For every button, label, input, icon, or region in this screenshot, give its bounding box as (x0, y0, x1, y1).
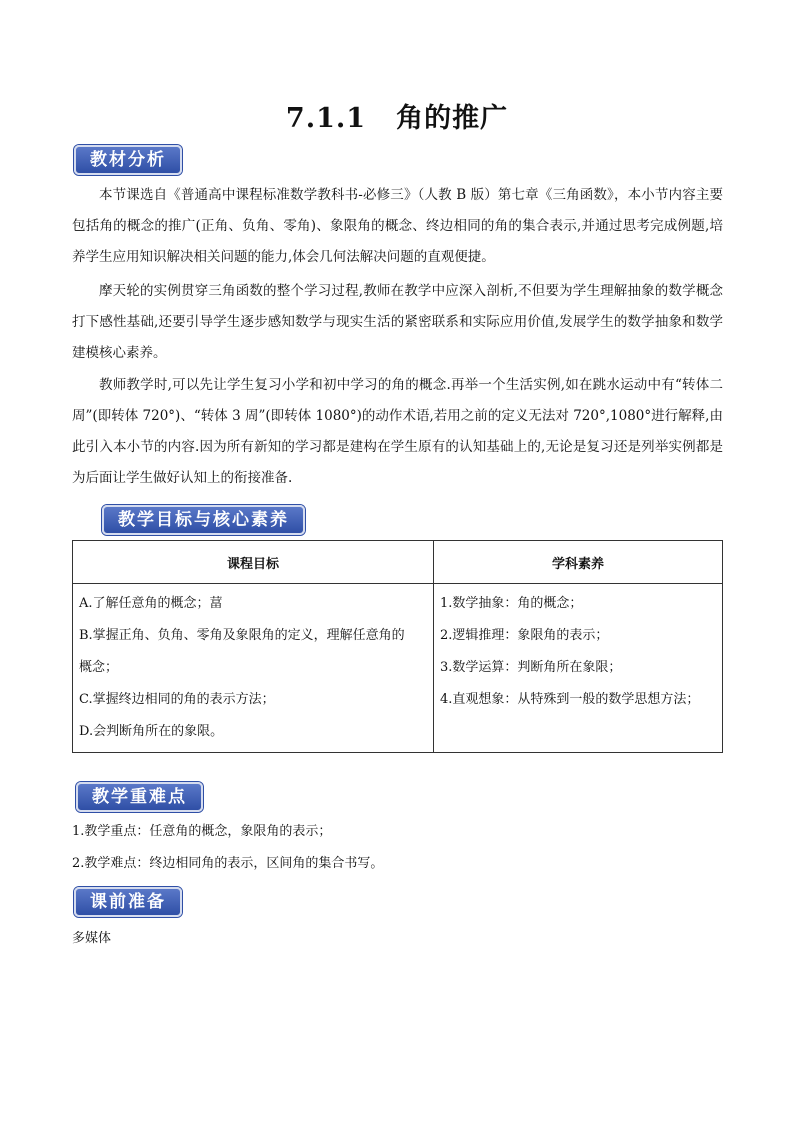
page-title (0, 96, 794, 135)
goals-table (72, 540, 723, 753)
key-point-difficulty: 2.教学难点：终边相同角的表示，区间角的集合书写。 (72, 856, 384, 871)
course-goal-b-cont: 概念； (79, 660, 119, 675)
key-point-focus: 1.教学重点：任意角的概念，象限角的表示； (72, 824, 332, 839)
literacy-item-2: 2.逻辑推理：象限角的表示； (440, 628, 609, 643)
course-goal-a: A.了解任意角的概念；葍 (79, 596, 223, 611)
section-heading-key-points: 教学重难点 (76, 782, 203, 812)
analysis-paragraph-2: 摩天轮的实例贯穿三角函数的整个学习过程,教师在教学中应深入剖析,不但要为学生理解抽象的数学概念打下感性基础,还要引导学生逐步感知数学与现实生活的紧密联系和实际应用价值,发展学生的数学抽象和数学建模核心素养。 (72, 283, 723, 361)
analysis-paragraph-1: 本节课选自《普通高中课程标准数学教科书-必修三》（人教 B 版）第七章《三角函数》，本小节内容主要包括角的概念的推广(正角、负角、零角)、象限角的概念、终边相同的角的集合表示,并通过思考完成例题,培养学生应用知识解决相关问题的能力,体会几何法解决问题的直观便捷。 (72, 187, 723, 265)
section-heading-preparation: 课前准备 (74, 887, 182, 917)
title-text: 角的推广 (396, 103, 509, 134)
course-goal-b: B.掌握正角、负角、零角及象限角的定义，理解任意角的 (79, 628, 405, 643)
course-goals-cell (73, 584, 434, 753)
section-heading-analysis: 教材分析 (74, 145, 182, 175)
literacy-item-3: 3.数学运算：判断角所在象限； (440, 660, 622, 675)
literacy-item-1: 1.数学抽象：角的概念； (440, 596, 583, 611)
course-goal-c: C.掌握终边相同的角的表示方法； (79, 692, 275, 707)
preparation-text: 多媒体 (72, 931, 112, 946)
section-heading-goals: 教学目标与核心素养 (102, 505, 305, 535)
title-number: 7.1.1 (285, 103, 367, 134)
course-goal-d: D.会判断角所在的象限。 (79, 724, 224, 739)
literacy-cell (434, 584, 723, 753)
literacy-item-4: 4.直观想象：从特殊到一般的数学思想方法； (440, 692, 700, 707)
table-header-literacy: 学科素养 (434, 541, 723, 584)
table-header-course-goals: 课程目标 (73, 541, 434, 584)
analysis-paragraph-3: 教师教学时,可以先让学生复习小学和初中学习的角的概念.再举一个生活实例,如在跳水运动中有“转体二周”(即转体 720°)、“转体 3 周”(即转体 1080°)的动作术语,若用之前的定义无法对 720°,1080°进行解释,由此引入本小节的内容.因为所有新知的学习都是建构在学生原有的认知基础上的,无论是复习还是列举实例都是为后面让学生做好认知上的衔接准备. (72, 377, 723, 486)
